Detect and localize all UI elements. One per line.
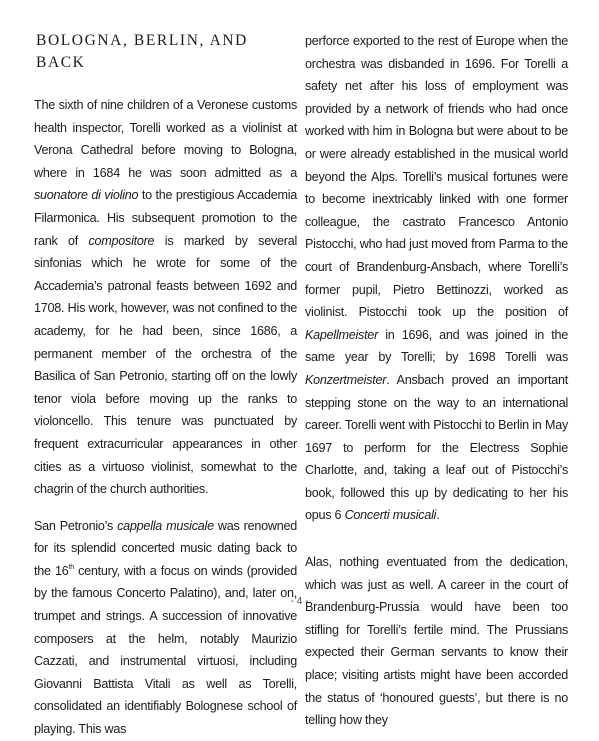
section-heading: BOLOGNA, BERLIN, AND BACK [36,32,248,71]
italic-phrase: compositore [88,233,155,248]
text-run: in 1696, and was joined in the same year by Torelli; by 1698 Torelli was [305,327,568,365]
text-run: perforce exported to the rest of Europe when the orchestra was disbanded in 1696. For Torelli a safety net after his loss of employment was provided by a network of friends who had once worked with him in Bologna but were about to be or were already established in the musical world beyond the Alps. Torelli’s musical fortunes were to become inextricably linked with one former colleague, the castrato Francesco Antonio Pistocchi, who had just moved from Parma to the court of Brandenburg-Ansbach, where Torelli’s former pupil, Pietro Bettinozzi, worked as violinist. Pistocchi took up the position of [305,34,568,320]
paragraph-left-1 [34,94,297,501]
italic-phrase: Kapellmeister [305,327,379,342]
left-column [34,30,297,741]
italic-phrase: Konzertmeister [305,372,387,387]
italic-phrase: suonatore di violino [34,188,139,203]
italic-phrase: Concerti musicali [344,508,437,523]
italic-phrase: cappella musicale [117,518,214,533]
text-run: San Petronio’s [34,518,118,533]
text-run: The sixth of nine children of a Veronese customs health inspector, Torelli worked as a violinist at Verona Cathedral before moving to Bologna, where in 1684 he was soon admitted as a [34,98,297,180]
paragraph-left-2 [34,515,297,741]
paragraph-right-2 [305,551,568,732]
page-number: - 4 - [290,596,309,607]
paragraph-right-1 [305,30,568,527]
right-column [305,30,568,732]
text-run: was renowned for its splendid concerted music dating back to the 16 [34,518,297,578]
text-run: century, with a focus on winds (provided by the famous Concerto Palatino), and, later on, trumpet and strings. A succession of innovative composers at the helm, notably Maurizio Cazzati, and instrumental virtuosi, including Giovanni Battista Vitali as well as Torelli, consolidated an identifiably Bolognese school of playing. This was [34,563,297,737]
text-run: is marked by several sinfonias which he wrote for some of the Accademia’s patronal feasts between 1692 and 1708. His work, however, was not confined to the academy, for he had been, since 1686, a permanent member of the orchestra of the Basilica of San Petronio, starting off on the lowly tenor viola before moving up the ranks to violoncello. This tenure was punctuated by frequent extracurricular appearances in other cities as a virtuoso violinist, somewhat to the chagrin of the church authorities. [34,233,297,497]
text-run: Alas, nothing eventuated from the dedication, which was just as well. A career in the court of Brandenburg-Prussia would have been too stifling for Torelli’s fertile mind. The Prussians expected their German servants to know their place; visiting artists might have been accorded the status of ‘honoured guests’, but there is no telling how they [305,555,568,728]
text-run: . [436,508,440,523]
superscript: th [68,563,74,571]
text-run: to the prestigious Accademia Filarmonica. His subsequent promotion to the rank of [34,188,297,248]
text-run: . Ansbach proved an important stepping stone on the way to an international career. Torelli went with Pistocchi to Berlin in May 1697 to perform for the Electress Sophie Charlotte, and, taking a leaf out of Pistocchi’s book, followed this up by dedicating to her his opus 6 [305,372,568,523]
